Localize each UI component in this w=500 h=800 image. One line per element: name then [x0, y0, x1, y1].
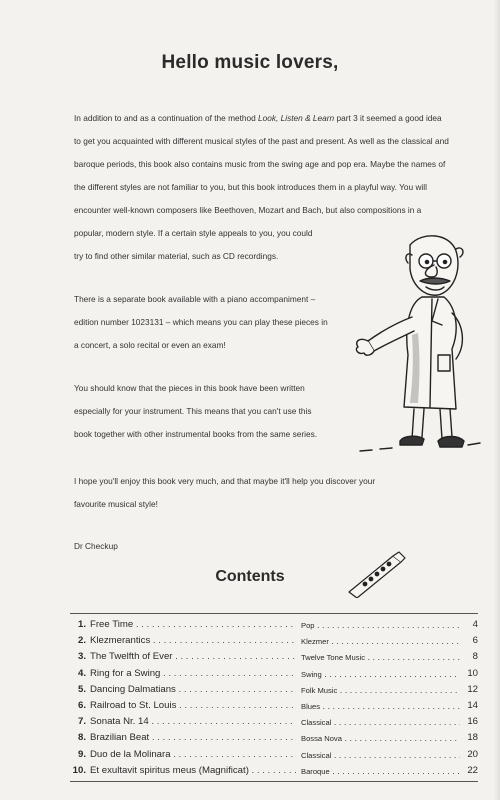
toc-row: [70, 763, 478, 779]
toc-page: 16: [460, 714, 478, 730]
toc-number: 3.: [77, 651, 86, 663]
toc-row: [70, 682, 478, 698]
toc-number: 10.: [72, 764, 86, 776]
toc-page: 6: [460, 633, 478, 649]
instrument-paragraph: [74, 377, 317, 446]
toc-row: [70, 714, 478, 730]
toc-title: Brazilian Beat . . .: [90, 730, 296, 746]
intro-line-4: the different styles are not familiar to you, but this book introduces them in a playful way. You will: [74, 182, 427, 192]
enjoy-line-1: I hope you'll enjoy this book very much, and that maybe it'll help you discover your: [74, 476, 376, 486]
intro-line-7: try to find other similar material, such as CD recordings.: [74, 251, 279, 261]
toc-number: 7.: [77, 716, 86, 728]
toc-row: [70, 747, 478, 763]
toc-page: 8: [460, 649, 478, 665]
toc-title: Et exultavit spiritus meus (Magnificat) . . .: [90, 763, 296, 779]
toc-style: Classical . . .: [301, 747, 461, 764]
intro-line-3: baroque periods, this book also contains music from the swing age and pop era. Maybe the names of: [74, 159, 446, 169]
intro-line-1: [74, 107, 449, 130]
method-title: Look, Listen & Learn: [258, 113, 335, 123]
contents-top-rule: [70, 613, 478, 614]
toc-title: Sonata Nr. 14 . . .: [90, 714, 296, 730]
toc-number: 6.: [77, 699, 86, 711]
toc-page: 10: [460, 666, 478, 682]
contents-bottom-rule: [70, 781, 478, 782]
toc-style: Klezmer . . .: [301, 633, 461, 650]
toc-page: 18: [460, 730, 478, 746]
toc-row: [70, 649, 478, 665]
toc-row: [70, 633, 478, 649]
toc-number: 2.: [77, 635, 86, 647]
toc-style: Baroque . . .: [301, 763, 461, 780]
toc-title: Ring for a Swing . . .: [90, 666, 296, 682]
toc-page: 22: [460, 763, 478, 779]
page-edge-shadow: [494, 0, 500, 800]
toc-style: Classical . . .: [301, 714, 461, 731]
page-title: Hello music lovers,: [161, 52, 339, 73]
intro-line-1-start: In addition to and as a continuation of the method: [74, 113, 259, 123]
toc-row: [70, 617, 478, 633]
toc-style: Folk Music . . .: [301, 682, 461, 699]
toc-page: 12: [460, 682, 478, 698]
piano-line-2: edition number 1023131 – which means you can play these pieces in: [74, 317, 328, 327]
contents-table: [70, 617, 478, 779]
toc-page: 20: [460, 747, 478, 763]
intro-line-5: encounter well-known composers like Beethoven, Mozart and Bach, but also compositions in a: [74, 205, 422, 215]
toc-number: 8.: [77, 732, 86, 744]
toc-number: 9.: [77, 748, 86, 760]
piano-paragraph: [74, 288, 328, 357]
intro-line-6: popular, modern style. If a certain style appeals to you, you could: [74, 228, 313, 238]
toc-title: Free Time . . .: [90, 617, 296, 633]
instrument-line-3: book together with other instrumental books from the same series.: [74, 429, 318, 439]
toc-title: Klezmerantics . . .: [90, 633, 296, 649]
toc-title: Railroad to St. Louis . . .: [90, 698, 296, 714]
cartoon-doctor-icon: [352, 225, 484, 465]
instrument-line-1: You should know that the pieces in this book have been written: [74, 383, 305, 393]
toc-style: Blues . . .: [301, 698, 461, 715]
toc-title: The Twelfth of Ever . . .: [90, 649, 296, 665]
toc-style: Pop . . .: [301, 617, 461, 634]
toc-title: Dancing Dalmatians . . .: [90, 682, 296, 698]
toc-style: Twelve Tone Music . . .: [301, 649, 461, 666]
toc-style: Bossa Nova . . .: [301, 730, 461, 747]
toc-row: [70, 698, 478, 714]
piano-line-3: a concert, a solo recital or even an exam!: [74, 340, 226, 350]
toc-page: 4: [460, 617, 478, 633]
toc-page: 14: [460, 698, 478, 714]
toc-style: Swing . . .: [301, 666, 461, 683]
toc-title: Duo de la Molinara . . .: [90, 747, 296, 763]
enjoy-paragraph: [74, 470, 375, 516]
enjoy-line-2: favourite musical style!: [74, 499, 158, 509]
instrument-line-2: especially for your instrument. This means that you can't use this: [74, 406, 312, 416]
toc-number: 1.: [77, 619, 86, 630]
toc-number: 4.: [77, 667, 86, 679]
piano-line-1: There is a separate book available with a piano accompaniment –: [74, 294, 316, 304]
contents-title: Contents: [215, 568, 285, 585]
signature: Dr Checkup: [74, 541, 118, 551]
intro-line-2: to get you acquainted with different musical styles of the past and present. As well as the classical and: [74, 136, 449, 146]
toc-number: 5.: [77, 683, 86, 695]
intro-line-1-end: part 3 it seemed a good idea: [334, 113, 442, 123]
flute-icon: [345, 548, 407, 598]
toc-row: [70, 666, 478, 682]
toc-row: [70, 730, 478, 746]
